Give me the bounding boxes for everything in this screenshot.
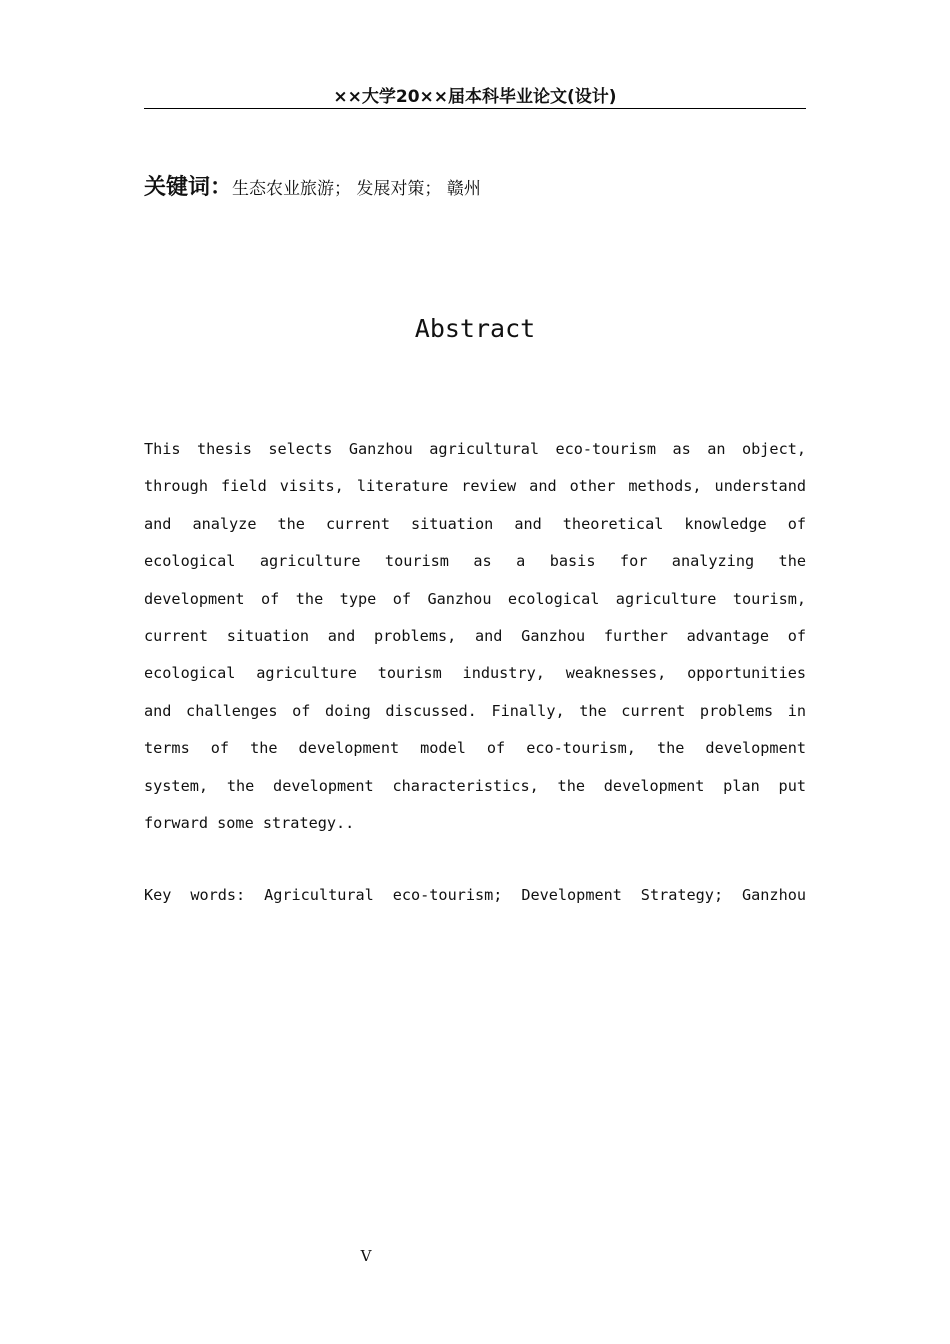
abstract-title: Abstract — [414, 314, 536, 343]
abstract-line: current situation and problems, and Ganzhou further advantage of — [144, 626, 806, 645]
abstract-line: through field visits, literature review and other methods, understand — [144, 477, 806, 496]
abstract-line: development of the type of Ganzhou ecological agriculture tourism, — [144, 589, 806, 608]
chinese-keywords-text: 生态农业旅游； 发展对策； 赣州 — [232, 179, 481, 199]
abstract-line: and analyze the current situation and theoretical knowledge of — [144, 514, 806, 533]
header-title: ××大学20××届本科毕业论文(设计) — [333, 87, 617, 107]
page-number: V — [360, 1247, 372, 1265]
abstract-line: ecological agriculture tourism as a basis for analyzing the — [144, 552, 806, 571]
abstract-line: forward some strategy.. — [144, 813, 355, 832]
abstract-body — [144, 431, 806, 842]
chinese-keywords-label: 关键词： — [144, 175, 233, 200]
abstract-line: This thesis selects Ganzhou agricultural eco-tourism as an object, — [144, 440, 806, 458]
abstract-line: ecological agriculture tourism industry, weaknesses, opportunities — [144, 664, 806, 683]
abstract-line: system, the development characteristics, the development plan put — [144, 776, 806, 795]
abstract-line: and challenges of doing discussed. Finally, the current problems in — [144, 701, 806, 720]
english-keywords: Key words: Agricultural eco-tourism; Development Strategy; Ganzhou — [144, 886, 806, 904]
page-header — [144, 86, 806, 109]
chinese-keywords — [144, 172, 806, 204]
abstract-line: terms of the development model of eco-tourism, the development — [144, 739, 806, 758]
